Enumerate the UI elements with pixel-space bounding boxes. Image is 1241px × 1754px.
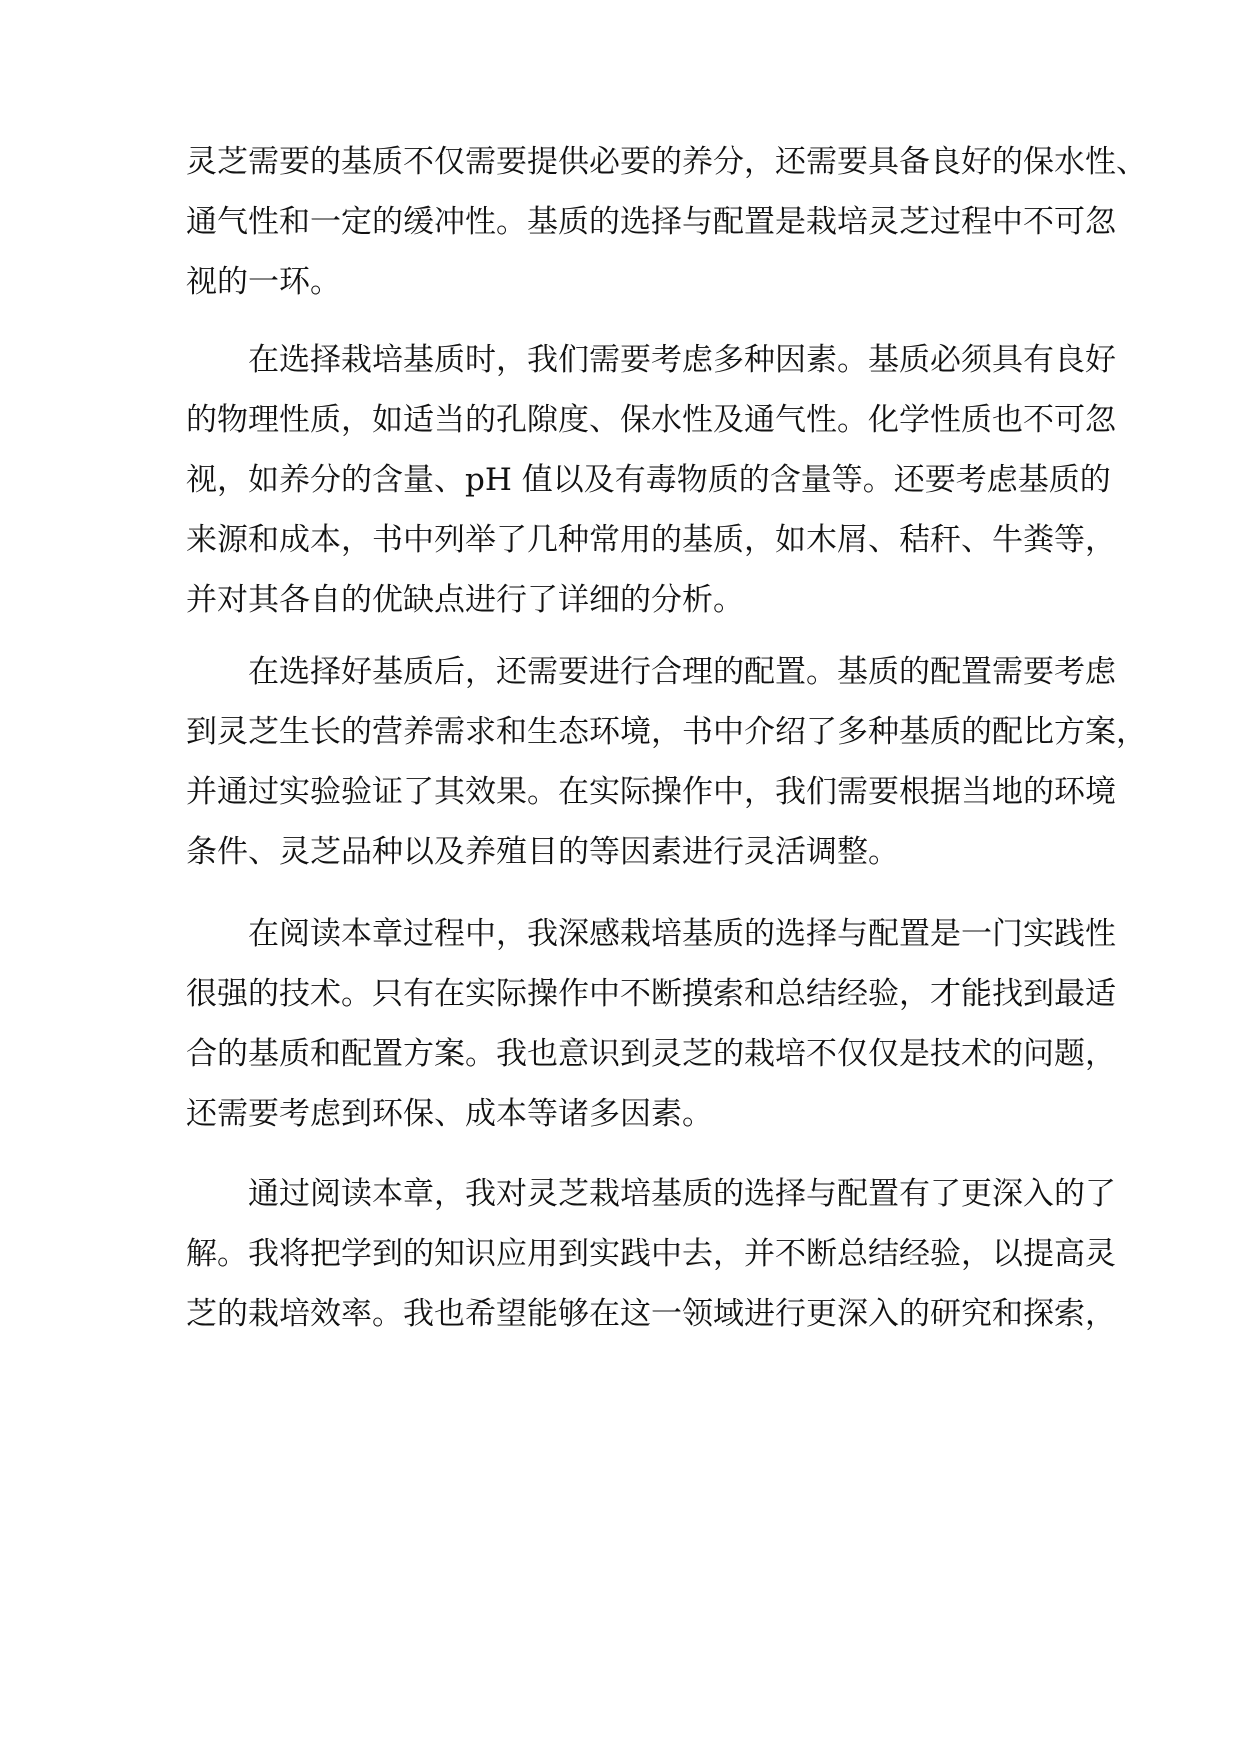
text-line: 视，如养分的含量、pH 值以及有毒物质的含量等。还要考虑基质的 — [186, 462, 1111, 498]
text-line: 来源和成本，书中列举了几种常用的基质，如木屑、秸秆、牛粪等， — [186, 522, 1116, 558]
text-line: 并通过实验验证了其效果。在实际操作中，我们需要根据当地的环境 — [186, 774, 1116, 810]
text-line: 解。我将把学到的知识应用到实践中去，并不断总结经验，以提高灵 — [186, 1236, 1116, 1272]
paragraph-start-line: 在选择好基质后，还需要进行合理的配置。基质的配置需要考虑 — [248, 654, 1116, 690]
text-line: 视的一环。 — [186, 264, 341, 300]
text-line: 并对其各自的优缺点进行了详细的分析。 — [186, 582, 744, 618]
paragraph-start-line: 在阅读本章过程中，我深感栽培基质的选择与配置是一门实践性 — [248, 916, 1116, 952]
paragraph-start-line: 通过阅读本章，我对灵芝栽培基质的选择与配置有了更深入的了 — [248, 1176, 1116, 1212]
paragraph-start-line: 在选择栽培基质时，我们需要考虑多种因素。基质必须具有良好 — [248, 342, 1116, 378]
text-line: 灵芝需要的基质不仅需要提供必要的养分，还需要具备良好的保水性、 — [186, 144, 1147, 180]
text-line: 很强的技术。只有在实际操作中不断摸索和总结经验，才能找到最适 — [186, 976, 1116, 1012]
text-line: 的物理性质，如适当的孔隙度、保水性及通气性。化学性质也不可忽 — [186, 402, 1116, 438]
text-line: 还需要考虑到环保、成本等诸多因素。 — [186, 1096, 713, 1132]
text-line: 芝的栽培效率。我也希望能够在这一领域进行更深入的研究和探索， — [186, 1296, 1116, 1332]
text-line: 到灵芝生长的营养需求和生态环境，书中介绍了多种基质的配比方案， — [186, 714, 1147, 750]
text-line: 通气性和一定的缓冲性。基质的选择与配置是栽培灵芝过程中不可忽 — [186, 204, 1116, 240]
text-line: 条件、灵芝品种以及养殖目的等因素进行灵活调整。 — [186, 834, 899, 870]
text-line: 合的基质和配置方案。我也意识到灵芝的栽培不仅仅是技术的问题， — [186, 1036, 1116, 1072]
